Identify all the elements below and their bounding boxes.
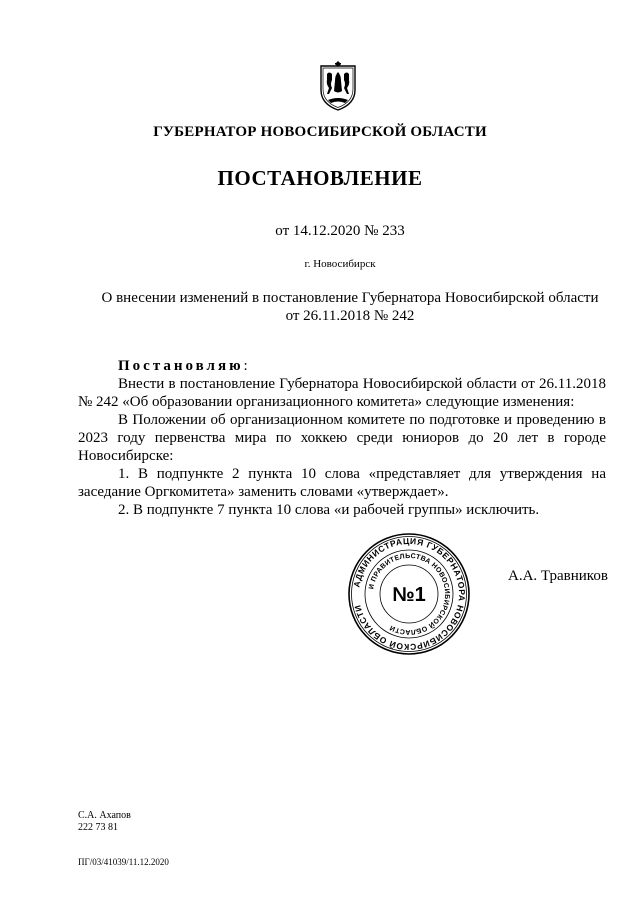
executor-info bbox=[78, 810, 131, 834]
seal-center-number: №1 bbox=[392, 584, 426, 606]
document-city: г. Новосибирск bbox=[304, 258, 376, 270]
signer-name: А.А. Травников bbox=[508, 568, 608, 584]
body-paragraph-4: 2. В подпункте 7 пункта 10 слова «и рабочей группы» исключить. bbox=[118, 502, 540, 518]
governor-title: ГУБЕРНАТОР НОВОСИБИРСКОЙ ОБЛАСТИ bbox=[153, 124, 487, 140]
executor-name: С.А. Ахапов bbox=[78, 810, 131, 821]
document-code: ПГ/03/41039/11.12.2020 bbox=[78, 857, 169, 867]
body-paragraph-2: В Положении об организационном комитете по подготовке и проведению в 2023 году первенства мира по хоккею среди юниоров до 20 лет в городе Новосибирске: bbox=[78, 412, 606, 464]
document-type-heading: ПОСТАНОВЛЕНИЕ bbox=[217, 166, 423, 190]
official-seal-stamp bbox=[347, 532, 471, 656]
decree-word: Постановляю bbox=[118, 358, 244, 374]
seal-outer-text: АДМИНИСТРАЦИЯ ГУБЕРНАТОРА НОВОСИБИРСКОЙ ОБЛАСТИ bbox=[351, 535, 468, 653]
document-body bbox=[78, 357, 606, 519]
coat-of-arms-icon bbox=[318, 60, 358, 112]
subject-line-1: О внесении изменений в постановление Губернатора Новосибирской области bbox=[101, 290, 599, 306]
document-date-number: от 14.12.2020 № 233 bbox=[275, 223, 405, 239]
body-paragraph-3: 1. В подпункте 2 пункта 10 слова «представляет для утверждения на заседание Оргкомитета» заменить словами «утверждает». bbox=[78, 466, 606, 500]
decree-colon: : bbox=[243, 358, 248, 374]
executor-phone: 222 73 81 bbox=[78, 822, 118, 833]
seal-inner-text: И ПРАВИТЕЛЬСТВА НОВОСИБИРСКОЙ ОБЛАСТИ bbox=[368, 552, 451, 636]
body-paragraph-1: Внести в постановление Губернатора Новосибирской области от 26.11.2018 № 242 «Об образовании организационного комитета» следующие изменения: bbox=[78, 376, 606, 410]
subject-line-2: от 26.11.2018 № 242 bbox=[285, 308, 415, 324]
decree-line bbox=[78, 357, 606, 375]
document-subject bbox=[60, 289, 640, 325]
